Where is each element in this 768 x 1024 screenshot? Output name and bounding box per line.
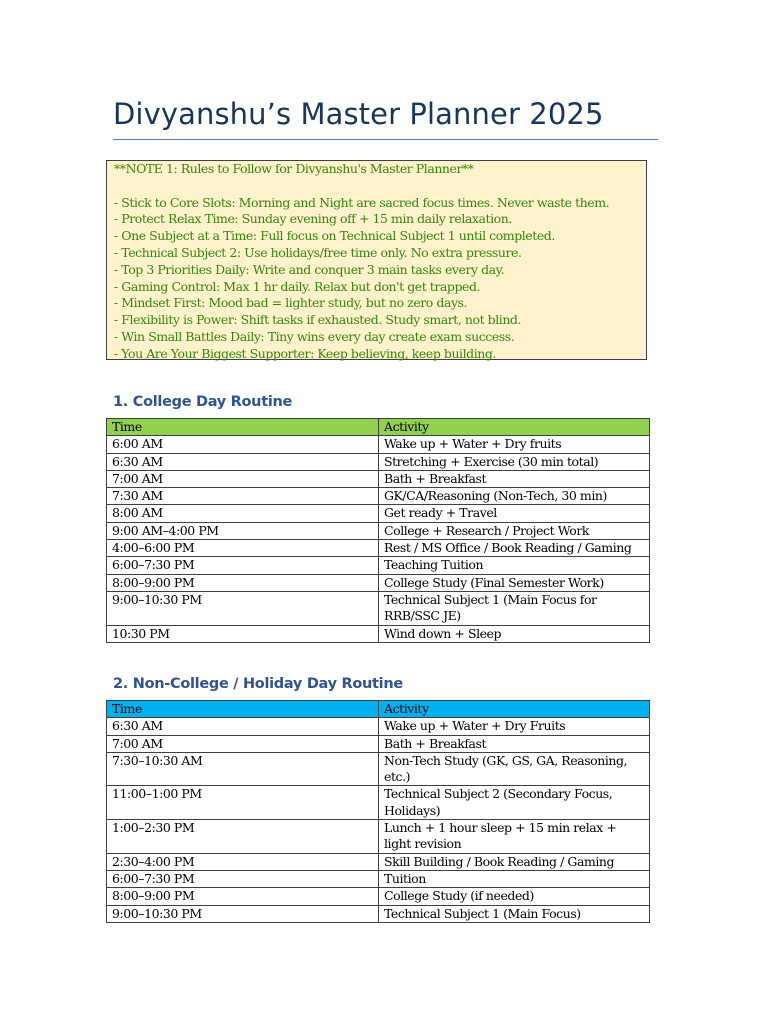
table-row [107,522,650,539]
time-cell: 6:00 AM [107,436,379,453]
time-cell: 8:00 AM [107,505,379,522]
note-rule: - Stick to Core Slots: Morning and Night are sacred focus times. Never waste them. [114,194,610,210]
activity-cell: Wake up + Water + Dry fruits [379,436,650,453]
note-rule: - Win Small Battles Daily: Tiny wins every day create exam success. [114,328,515,344]
column-header-time: Time [107,419,379,436]
page-title: Divyanshu’s Master Planner 2025 [113,97,604,131]
activity-cell: Tuition [379,870,650,887]
table-row [107,870,650,887]
table-row [107,718,650,735]
time-cell: 8:00–9:00 PM [107,574,379,591]
activity-cell: College Study (Final Semester Work) [379,574,650,591]
holiday-routine-heading: 2. Non-College / Holiday Day Routine [113,676,403,692]
table-row [107,488,650,505]
note-spacer [114,178,639,195]
time-cell: 8:00–9:00 PM [107,888,379,905]
college-routine-table [106,418,650,643]
table-row [107,505,650,522]
activity-cell: Wind down + Sleep [379,625,650,642]
note-rule: - One Subject at a Time: Full focus on Technical Subject 1 until completed. [114,228,555,244]
college-routine-heading: 1. College Day Routine [113,394,293,410]
table-row [107,888,650,905]
rules-note-box [106,160,647,360]
note-rule: - Mindset First: Mood bad = lighter study, but no zero days. [114,295,468,311]
time-cell: 9:00–10:30 PM [107,905,379,922]
table-row [107,591,650,625]
column-header-activity: Activity [379,419,650,436]
note-rule: - Technical Subject 2: Use holidays/free time only. No extra pressure. [114,244,522,260]
time-cell: 2:30–4:00 PM [107,853,379,870]
note-rule: - Gaming Control: Max 1 hr daily. Relax but don't get trapped. [114,278,481,294]
activity-cell: Stretching + Exercise (30 min total) [379,453,650,470]
table-row [107,436,650,453]
activity-cell: GK/CA/Reasoning (Non-Tech, 30 min) [379,488,650,505]
time-cell: 10:30 PM [107,625,379,642]
time-cell: 1:00–2:30 PM [107,820,379,854]
table-row [107,625,650,642]
activity-cell: Technical Subject 2 (Secondary Focus, Holidays) [379,786,650,820]
note-header: **NOTE 1: Rules to Follow for Divyanshu's Master Planner** [114,161,474,176]
table-row [107,905,650,922]
time-cell: 6:30 AM [107,718,379,735]
activity-cell: Lunch + 1 hour sleep + 15 min relax + light revision [379,820,650,854]
table-row [107,820,650,854]
time-cell: 6:00–7:30 PM [107,557,379,574]
time-cell: 11:00–1:00 PM [107,786,379,820]
time-cell: 9:00 AM–4:00 PM [107,522,379,539]
activity-cell: Technical Subject 1 (Main Focus for RRB/SSC JE) [379,591,650,625]
activity-cell: Get ready + Travel [379,505,650,522]
time-cell: 9:00–10:30 PM [107,591,379,625]
table-row [107,574,650,591]
time-cell: 7:30 AM [107,488,379,505]
table-row [107,786,650,820]
note-rule: - You Are Your Biggest Supporter: Keep believing, keep building. [114,345,496,361]
activity-cell: College + Research / Project Work [379,522,650,539]
time-cell: 4:00–6:00 PM [107,540,379,557]
table-row [107,470,650,487]
activity-cell: Wake up + Water + Dry Fruits [379,718,650,735]
table-header-row [107,419,650,436]
table-row [107,853,650,870]
activity-cell: College Study (if needed) [379,888,650,905]
note-rule: - Flexibility is Power: Shift tasks if exhausted. Study smart, not blind. [114,312,521,328]
column-header-activity: Activity [379,701,650,718]
title-underline [113,139,658,140]
note-rule: - Protect Relax Time: Sunday evening off + 15 min daily relaxation. [114,211,512,227]
time-cell: 6:00–7:30 PM [107,870,379,887]
time-cell: 7:30–10:30 AM [107,752,379,786]
activity-cell: Bath + Breakfast [379,735,650,752]
activity-cell: Rest / MS Office / Book Reading / Gaming [379,540,650,557]
table-row [107,735,650,752]
activity-cell: Skill Building / Book Reading / Gaming [379,853,650,870]
time-cell: 7:00 AM [107,470,379,487]
activity-cell: Non-Tech Study (GK, GS, GA, Reasoning, etc.) [379,752,650,786]
holiday-routine-table [106,700,650,923]
table-row [107,752,650,786]
activity-cell: Technical Subject 1 (Main Focus) [379,905,650,922]
activity-cell: Teaching Tuition [379,557,650,574]
note-rule: - Top 3 Priorities Daily: Write and conquer 3 main tasks every day. [114,261,505,277]
activity-cell: Bath + Breakfast [379,470,650,487]
table-header-row [107,701,650,718]
table-row [107,540,650,557]
table-row [107,453,650,470]
time-cell: 7:00 AM [107,735,379,752]
time-cell: 6:30 AM [107,453,379,470]
column-header-time: Time [107,701,379,718]
table-row [107,557,650,574]
